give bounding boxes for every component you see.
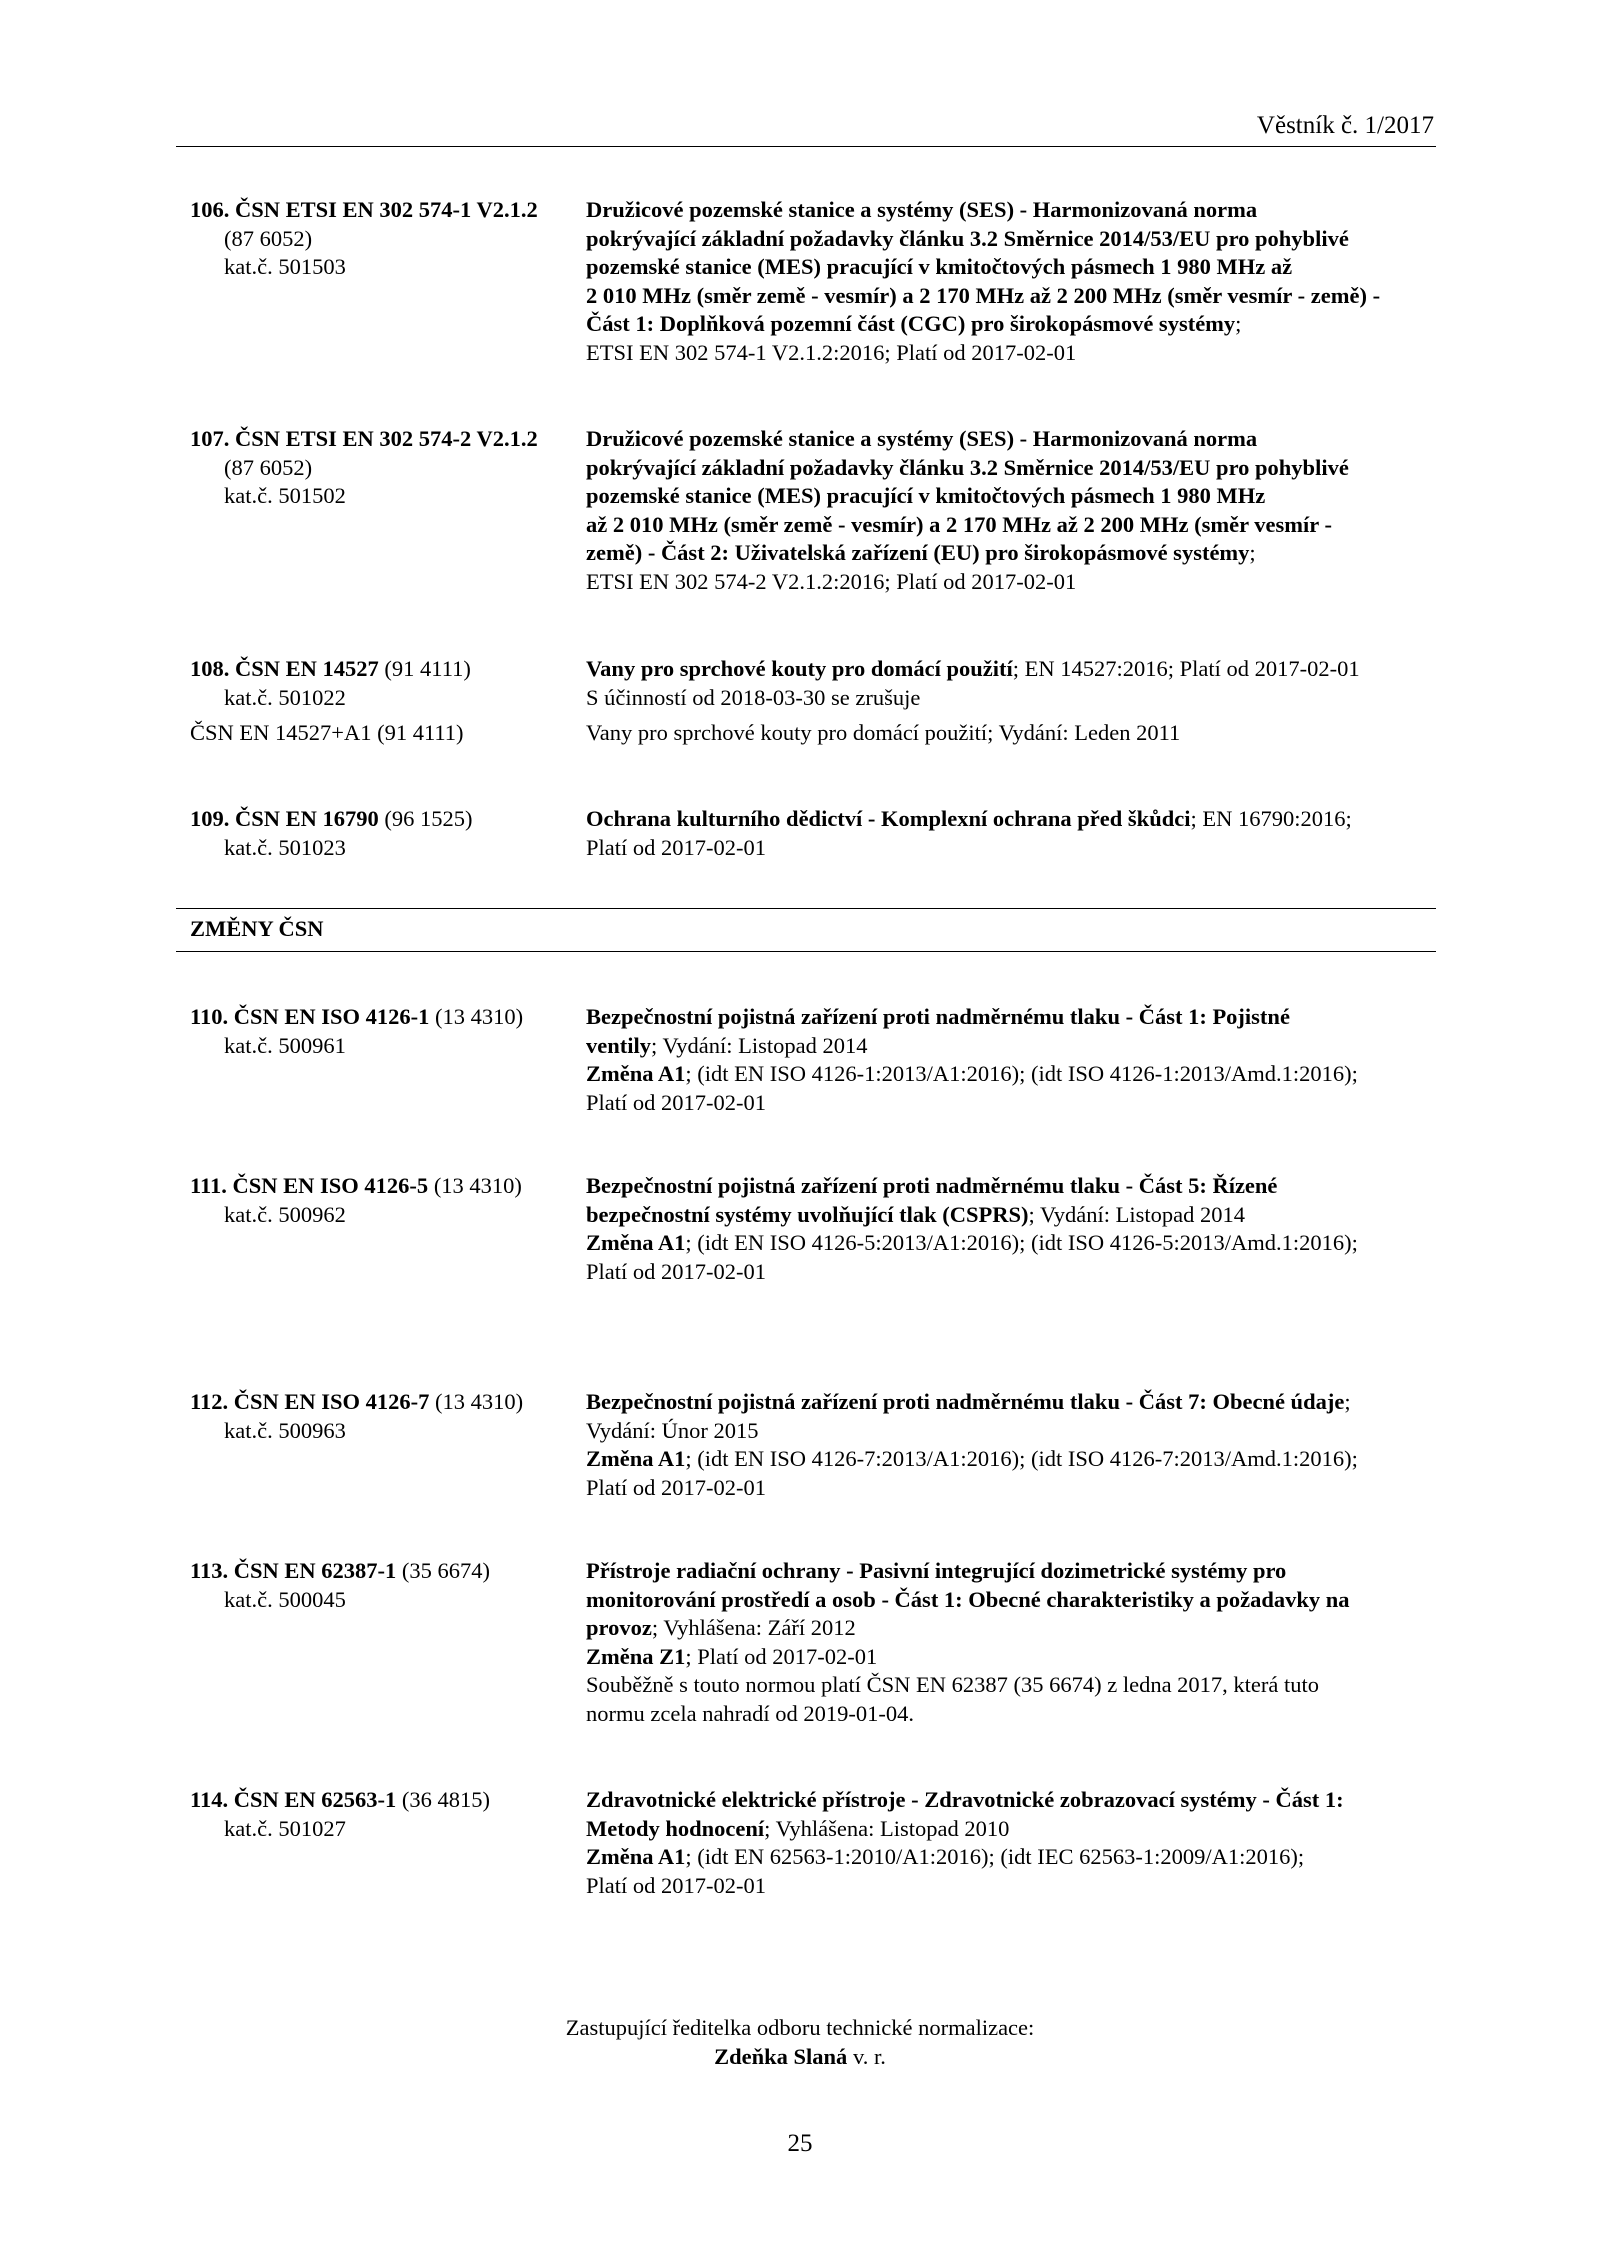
- entry-107-number: 107. ČSN ETSI EN 302 574-2 V2.1.2: [190, 426, 538, 451]
- entry-111-line: ; Vydání: Listopad 2014: [1028, 1201, 1245, 1227]
- entry-107-line: pozemské stanice (MES) pracující v kmitočtových pásmech 1 980 MHz: [586, 483, 1266, 508]
- entry-114-amendment: Změna A1: [586, 1844, 686, 1869]
- entry-113-amendment: Změna Z1: [586, 1643, 686, 1669]
- entry-109-class: (96 1525): [378, 806, 473, 831]
- entry-108-text: [586, 655, 1446, 712]
- entry-106-line: ETSI EN 302 574-1 V2.1.2:2016; Platí od 2017-02-01: [586, 339, 1077, 365]
- entry-108-replaced-text: Vany pro sprchové kouty pro domácí použití; Vydání: Leden 2011: [586, 720, 1181, 745]
- entry-108-withdrawal: S účinností od 2018-03-30 se zrušuje: [586, 684, 921, 710]
- entry-111-line: Bezpečnostní pojistná zařízení proti nadměrnému tlaku - Část 5: Řízené: [586, 1173, 1278, 1198]
- entry-109-catalog: kat.č. 501023: [224, 834, 346, 860]
- entry-112-text: [586, 1388, 1446, 1502]
- entry-107-text: [586, 425, 1446, 596]
- entry-107-class: (87 6052): [224, 454, 313, 480]
- entry-108-ref: [190, 655, 580, 712]
- entry-113-line: monitorování prostředí a osob - Část 1: Obecné charakteristiky a požadavky na: [586, 1586, 1350, 1612]
- entry-113-ref: [190, 1557, 580, 1614]
- entry-112-line: Platí od 2017-02-01: [586, 1474, 766, 1500]
- signatory-name: Zdeňka Slaná: [714, 2043, 848, 2069]
- entry-108-class: (91 4111): [378, 656, 471, 681]
- entry-110-ref: [190, 1003, 580, 1060]
- entry-107-line: Družicové pozemské stanice a systémy (SES) - Harmonizovaná norma: [586, 426, 1258, 451]
- entry-110-number: 110. ČSN EN ISO 4126-1: [190, 1004, 430, 1029]
- entry-106-class: (87 6052): [224, 225, 313, 251]
- entry-113-number: 113. ČSN EN 62387-1: [190, 1558, 397, 1583]
- entry-106-line: pokrývající základní požadavky článku 3.2 Směrnice 2014/53/EU pro pohyblivé: [586, 225, 1349, 251]
- entry-112-number: 112. ČSN EN ISO 4126-7: [190, 1389, 430, 1414]
- entry-112-line: Vydání: Únor 2015: [586, 1417, 759, 1443]
- entry-111-line: bezpečnostní systémy uvolňující tlak (CSPRS): [586, 1201, 1029, 1227]
- entry-114-line: ; Vyhlášena: Listopad 2010: [764, 1815, 1010, 1841]
- entry-113-line: Souběžně s touto normou platí ČSN EN 62387 (35 6674) z ledna 2017, která tuto: [586, 1672, 1320, 1697]
- entry-108-catalog: kat.č. 501022: [224, 684, 346, 710]
- entry-112-catalog: kat.č. 500963: [224, 1417, 346, 1443]
- entry-106-line: pozemské stanice (MES) pracující v kmitočtových pásmech 1 980 MHz až: [586, 254, 1293, 279]
- entry-112-amendment: Změna A1: [586, 1446, 686, 1471]
- entry-113-class: (35 6674): [396, 1558, 491, 1583]
- bulletin-title: Věstník č. 1/2017: [1256, 112, 1434, 139]
- entry-106-sep: ;: [1235, 311, 1242, 336]
- signature-block: [0, 2014, 1600, 2071]
- entry-110-catalog: kat.č. 500961: [224, 1032, 346, 1058]
- entry-110-text: [586, 1003, 1446, 1117]
- entry-106-line: 2 010 MHz (směr země - vesmír) a 2 170 MHz až 2 200 MHz (směr vesmír - země) -: [586, 282, 1381, 308]
- entry-112-ref: [190, 1388, 580, 1445]
- entry-111-text: [586, 1172, 1446, 1286]
- entry-107-line: ETSI EN 302 574-2 V2.1.2:2016; Platí od 2017-02-01: [586, 568, 1077, 594]
- entry-114-line: Zdravotnické elektrické přístroje - Zdravotnické zobrazovací systémy - Část 1:: [586, 1787, 1344, 1812]
- page-number: 25: [787, 2130, 813, 2157]
- entry-107-line: pokrývající základní požadavky článku 3.2 Směrnice 2014/53/EU pro pohyblivé: [586, 454, 1349, 480]
- entry-114-text: [586, 1786, 1446, 1900]
- page-header: [176, 110, 1436, 147]
- entry-112-class: (13 4310): [429, 1389, 524, 1414]
- entry-111-class: (13 4310): [428, 1173, 522, 1198]
- entry-113-line: ; Vyhlášena: Září 2012: [651, 1615, 856, 1640]
- entry-113-text: [586, 1557, 1446, 1728]
- section-title: ZMĚNY ČSN: [190, 916, 324, 941]
- entry-107-line: země) - Část 2: Uživatelská zařízení (EU) pro širokopásmové systémy: [586, 540, 1250, 565]
- entry-107-ref: [190, 425, 580, 511]
- entry-114-ref: [190, 1786, 580, 1843]
- entry-109-title: Ochrana kulturního dědictví - Komplexní ochrana před škůdci: [586, 806, 1191, 831]
- section-header: [176, 908, 1436, 952]
- entry-114-line: ; (idt EN 62563-1:2010/A1:2016); (idt IEC 62563-1:2009/A1:2016);: [685, 1844, 1305, 1869]
- entry-113-line: normu zcela nahradí od 2019-01-04.: [586, 1700, 915, 1726]
- entry-110-class: (13 4310): [429, 1004, 524, 1029]
- entry-106-ref: [190, 196, 580, 282]
- entry-111-number: 111. ČSN EN ISO 4126-5: [190, 1173, 429, 1198]
- entry-110-line: ; (idt EN ISO 4126-1:2013/A1:2016); (idt ISO 4126-1:2013/Amd.1:2016);: [685, 1061, 1358, 1086]
- entry-109-ref: [190, 805, 580, 862]
- entry-111-ref: [190, 1172, 580, 1229]
- entry-106-catalog: kat.č. 501503: [224, 254, 346, 279]
- entry-106-text: [586, 196, 1446, 367]
- entry-110-line: Bezpečnostní pojistná zařízení proti nadměrnému tlaku - Část 1: Pojistné: [586, 1004, 1290, 1029]
- entry-111-line: ; (idt EN ISO 4126-5:2013/A1:2016); (idt ISO 4126-5:2013/Amd.1:2016);: [685, 1230, 1358, 1255]
- entry-114-number: 114. ČSN EN 62563-1: [190, 1787, 397, 1812]
- entry-110-line: ; Vydání: Listopad 2014: [651, 1032, 868, 1058]
- entry-108-details: ; EN 14527:2016; Platí od 2017-02-01: [1012, 656, 1360, 681]
- entry-113-catalog: kat.č. 500045: [224, 1586, 346, 1612]
- entry-112-line: Bezpečnostní pojistná zařízení proti nadměrnému tlaku - Část 7: Obecné údaje: [586, 1389, 1345, 1414]
- entry-109-text: [586, 805, 1446, 862]
- entry-111-catalog: kat.č. 500962: [224, 1201, 346, 1227]
- entry-114-class: (36 4815): [396, 1787, 491, 1812]
- entry-106-line: Část 1: Doplňková pozemní část (CGC) pro širokopásmové systémy: [586, 311, 1236, 336]
- entry-109-number: 109. ČSN EN 16790: [190, 806, 379, 831]
- entry-106-number: 106. ČSN ETSI EN 302 574-1 V2.1.2: [190, 197, 538, 222]
- entry-111-line: Platí od 2017-02-01: [586, 1258, 766, 1284]
- entry-113-line: provoz: [586, 1615, 652, 1640]
- entry-114-catalog: kat.č. 501027: [224, 1815, 346, 1841]
- entry-114-line: Platí od 2017-02-01: [586, 1872, 766, 1898]
- entry-108-replaced-ref: ČSN EN 14527+A1 (91 4111): [190, 720, 464, 745]
- entry-107-catalog: kat.č. 501502: [224, 483, 346, 508]
- entry-107-sep: ;: [1249, 540, 1256, 565]
- entry-110-line: Platí od 2017-02-01: [586, 1089, 766, 1115]
- signatory-suffix: v. r.: [847, 2043, 886, 2069]
- entry-109-validity: Platí od 2017-02-01: [586, 834, 766, 860]
- entry-108-title: Vany pro sprchové kouty pro domácí použití: [586, 656, 1013, 681]
- entry-114-line: Metody hodnocení: [586, 1815, 765, 1841]
- entry-108-number: 108. ČSN EN 14527: [190, 656, 379, 681]
- entry-110-line: ventily: [586, 1032, 651, 1058]
- entry-113-line: Přístroje radiační ochrany - Pasivní integrující dozimetrické systémy pro: [586, 1558, 1287, 1583]
- entry-109-details: ; EN 16790:2016;: [1190, 806, 1352, 831]
- entry-113-line: ; Platí od 2017-02-01: [685, 1643, 878, 1669]
- entry-106-line: Družicové pozemské stanice a systémy (SES) - Harmonizovaná norma: [586, 197, 1258, 222]
- entry-107-line: až 2 010 MHz (směr země - vesmír) a 2 170 MHz až 2 200 MHz (směr vesmír -: [586, 511, 1332, 537]
- entry-111-amendment: Změna A1: [586, 1230, 686, 1255]
- entry-110-amendment: Změna A1: [586, 1061, 686, 1086]
- entry-112-line: ; (idt EN ISO 4126-7:2013/A1:2016); (idt ISO 4126-7:2013/Amd.1:2016);: [685, 1446, 1358, 1471]
- signatory-role: Zastupující ředitelka odboru technické normalizace:: [565, 2015, 1035, 2040]
- entry-112-sep: ;: [1344, 1389, 1351, 1414]
